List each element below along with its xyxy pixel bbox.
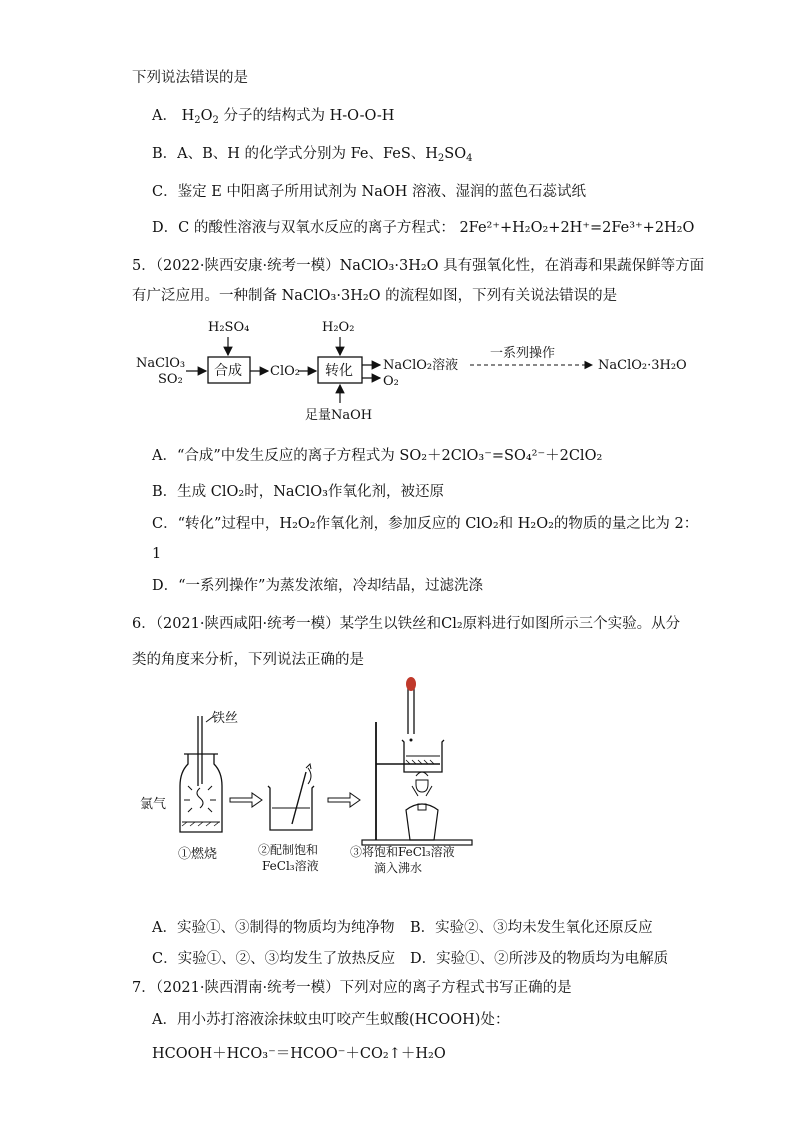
question-source: （2021·陕西渭南·统考一模） bbox=[155, 980, 340, 996]
q6-option-d[interactable] bbox=[410, 949, 668, 969]
question-stem: 下列对应的离子方程式书写正确的是 bbox=[339, 980, 572, 996]
q5-option-b[interactable] bbox=[152, 482, 444, 502]
option-text: 鉴定 E 中阳离子所用试剂为 NaOH 溶液、湿润的蓝色石蕊试纸 bbox=[177, 184, 586, 200]
option-text: “合成”中发生反应的离子方程式为 SO₂＋2ClO₃⁻=SO₄²⁻＋2ClO₂ bbox=[176, 448, 603, 464]
flow-output-solution: NaClO₂溶液 bbox=[383, 358, 459, 373]
flow-box-conversion-label: 转化 bbox=[325, 363, 353, 379]
q5-option-c[interactable] bbox=[152, 514, 698, 534]
label-iron-wire: 铁丝 bbox=[212, 711, 239, 726]
flow-operation-label: 一系列操作 bbox=[490, 346, 556, 361]
option-label: C． bbox=[152, 184, 178, 200]
caption-boil-line2: 滴入沸水 bbox=[374, 861, 423, 875]
q6-stem-line2: 类的角度来分析，下列说法正确的是 bbox=[132, 652, 364, 668]
beaker-illustration bbox=[268, 764, 314, 830]
option-label: D． bbox=[152, 220, 179, 236]
option-equation: 2Fe²⁺+H₂O₂+2H⁺=2Fe³⁺+2H₂O bbox=[459, 220, 695, 236]
option-text: 实验①、②所涉及的物质均为电解质 bbox=[436, 951, 669, 967]
flow-input-so2: SO₂ bbox=[158, 372, 183, 387]
option-text: 分子的结构式为 H-O-O-H bbox=[223, 108, 395, 124]
option-label: B． bbox=[152, 484, 178, 500]
caption-prepare-line2: FeCl₃溶液 bbox=[262, 859, 319, 873]
q5-flow-diagram bbox=[130, 315, 690, 430]
q5-option-d[interactable] bbox=[152, 576, 483, 596]
flow-box-synthesis-label: 合成 bbox=[214, 363, 242, 379]
q4-option-c[interactable] bbox=[152, 182, 586, 202]
question-number: 5． bbox=[132, 258, 156, 274]
q5-stem-line2: 有广泛应用。一种制备 NaClO₃·3H₂O 的流程如图，下列有关说法错误的是 bbox=[132, 288, 618, 304]
q6-option-c-row[interactable] bbox=[152, 949, 395, 969]
option-label: C． bbox=[152, 951, 178, 967]
option-text: 用小苏打溶液涂抹蚊虫叮咬产生蚁酸(HCOOH)处： bbox=[176, 1012, 510, 1028]
option-label: D． bbox=[410, 951, 437, 967]
option-label: A． bbox=[152, 108, 177, 124]
question-source: （2021·陕西咸阳·统考一模） bbox=[155, 616, 340, 632]
question-number: 7． bbox=[132, 980, 156, 996]
label-chlorine: 氯气 bbox=[140, 797, 167, 812]
option-tail: SO bbox=[444, 146, 467, 162]
q7-equation: HCOOH＋HCO₃⁻＝HCOO⁻＋CO₂↑＋H₂O bbox=[152, 1046, 446, 1062]
q6-option-b[interactable] bbox=[410, 918, 653, 938]
option-text: A、B、H 的化学式分别为 Fe、FeS、H bbox=[177, 146, 438, 162]
option-label: C． bbox=[152, 516, 178, 532]
option-label: D． bbox=[152, 578, 179, 594]
question-number: 6． bbox=[132, 616, 156, 632]
flow-bottom-naoh: 足量NaOH bbox=[305, 408, 373, 423]
flow-output-o2: O₂ bbox=[383, 374, 399, 389]
option-label: B． bbox=[152, 146, 178, 162]
question-source: （2022·陕西安康·统考一模） bbox=[155, 258, 340, 274]
option-label: A． bbox=[152, 1012, 177, 1028]
flow-top-h2o2: H₂O₂ bbox=[322, 320, 355, 335]
option-label: A． bbox=[152, 448, 177, 464]
q4-option-b[interactable]: B．A、B、H 的化学式分别为 Fe、FeS、$H_2SO_4$ bbox=[152, 146, 473, 164]
q7-option-a[interactable] bbox=[152, 1010, 509, 1030]
q4-stem: 下列说法错误的是 bbox=[132, 70, 248, 86]
q4-option-a[interactable] bbox=[152, 106, 394, 131]
q5-option-a[interactable] bbox=[152, 446, 602, 466]
flow-top-h2so4: H₂SO₄ bbox=[208, 320, 250, 335]
caption-burning: ①燃烧 bbox=[178, 847, 218, 862]
option-text: 实验①、②、③均发生了放热反应 bbox=[177, 951, 396, 967]
process-arrow-1 bbox=[230, 793, 262, 807]
boiling-setup-illustration bbox=[362, 677, 472, 845]
option-text: C 的酸性溶液与双氧水反应的离子方程式： bbox=[178, 220, 455, 236]
q7-stem bbox=[132, 978, 572, 998]
process-arrow-2 bbox=[328, 793, 360, 807]
caption-prepare-line1: ②配制饱和 bbox=[258, 843, 319, 857]
q6-option-a[interactable] bbox=[152, 918, 394, 938]
flow-input-naclo3: NaClO₃ bbox=[136, 356, 186, 371]
option-text: 实验②、③均未发生氧化还原反应 bbox=[435, 920, 653, 936]
option-label: A． bbox=[152, 920, 177, 936]
question-stem: 某学生以铁丝和Cl₂原料进行如图所示三个实验。从分 bbox=[339, 616, 681, 632]
option-text: “一系列操作”为蒸发浓缩，冷却结晶，过滤洗涤 bbox=[178, 578, 483, 594]
flow-mid-clo2: ClO₂ bbox=[270, 364, 300, 379]
flow-product: NaClO₂·3H₂O bbox=[598, 358, 687, 373]
q5-option-c-continued: 1 bbox=[152, 546, 162, 562]
option-label: B． bbox=[410, 920, 436, 936]
gas-jar-illustration bbox=[180, 716, 222, 832]
caption-boil-line1: ③将饱和FeCl₃溶液 bbox=[350, 845, 455, 859]
option-text: 实验①、③制得的物质均为纯净物 bbox=[176, 920, 395, 936]
question-stem: NaClO₃·3H₂O 具有强氧化性，在消毒和果蔬保鲜等方面 bbox=[339, 258, 705, 274]
option-text: “转化”过程中，H₂O₂作氧化剂，参加反应的 ClO₂和 H₂O₂的物质的量之比为 2： bbox=[177, 516, 699, 532]
q6-stem-line1 bbox=[132, 614, 680, 634]
option-text: 生成 ClO₂时，NaClO₃作氧化剂，被还原 bbox=[177, 484, 444, 500]
q5-stem-line1 bbox=[132, 256, 704, 276]
q6-experiment-figure bbox=[140, 676, 490, 876]
h2o2-formula: $H_2O_2$ bbox=[181, 108, 219, 126]
q4-option-d[interactable] bbox=[152, 218, 694, 238]
